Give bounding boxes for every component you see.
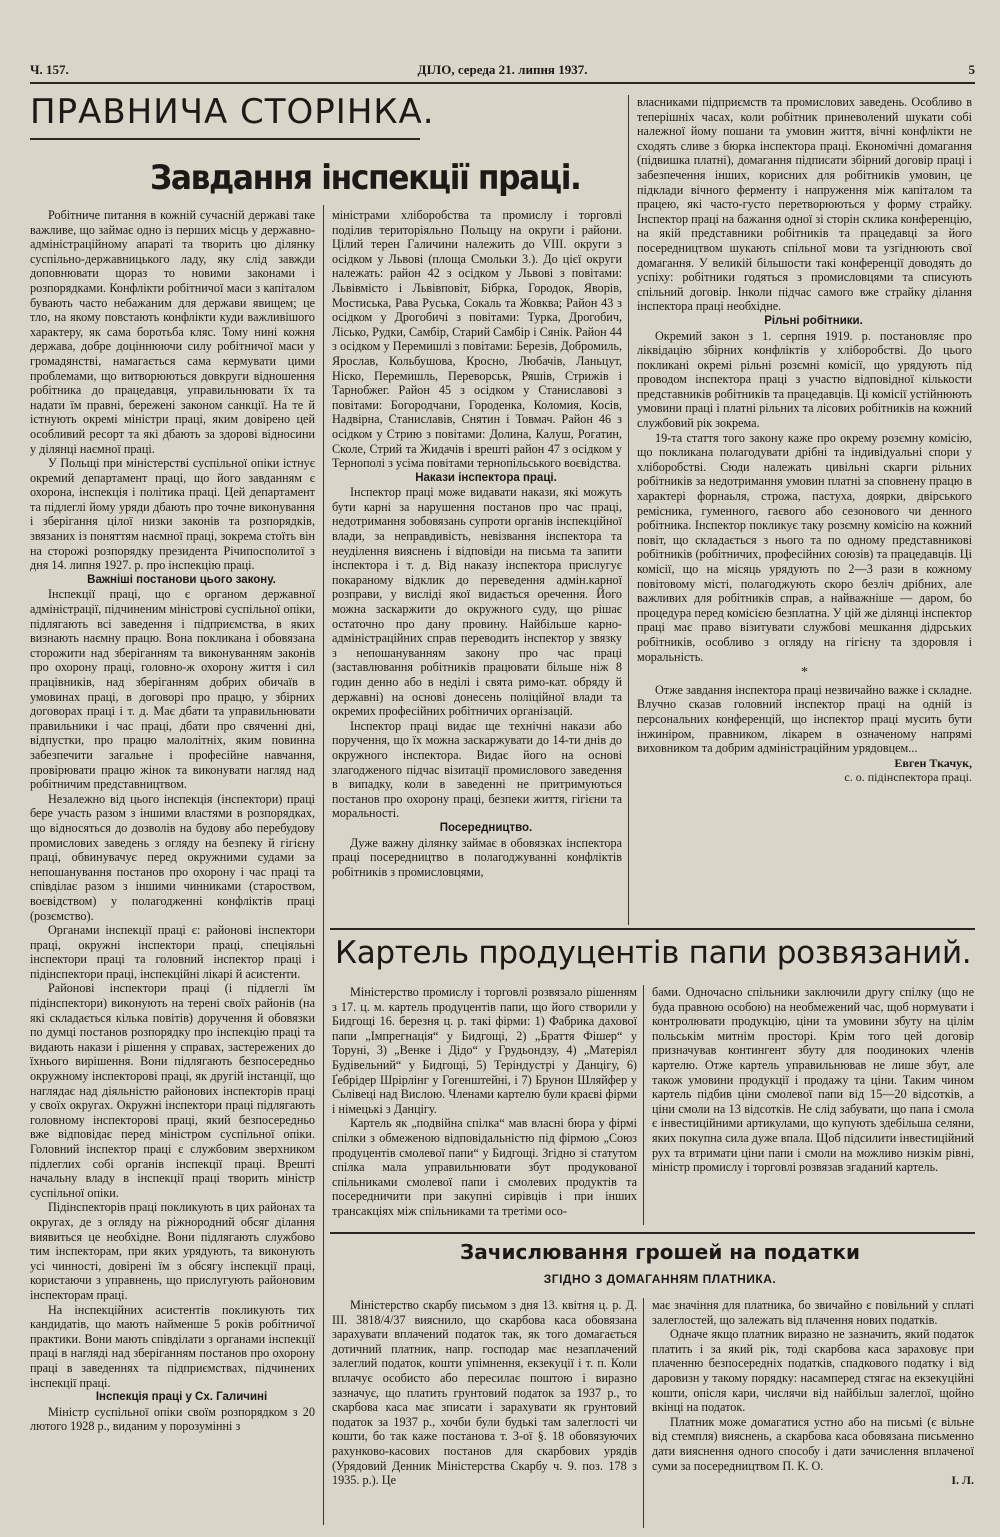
paragraph: Міністерство промислу і торговлі розвязало рішенням з 17. ц. м. картель продуцентів папи, що його створили у Бидгощі 16. березня ц. р. такі фірми: 1) Фабрика дахової папи „Імпрегнація“ у Бидгощі, 2) „Браття Фішер“ у Торуні, 3) „Венке і Дідо“ у Грудьондзу, 4) „Матеріял Будівельний“ у Бидгощі, 5) Теріндустрі у Данцігу, 6) Ґебрідер Шрірлінг у Гогенштейні, і 7) Брунон Шляйфер у Сьлівеці над Вислою. Членами картелю були краєві фірми і німецькі з Данцігу. [332, 985, 637, 1116]
paragraph: міністрами хліборобства та промислу і торговлі поділив територіяльно Польщу на округи і райони. Цілий терен Галичини належить до VIII. округи з осідком у Львові (площа Смольки 3.). До цієї округи належать: район 42 з осідком у Львові з повітами: Львівмісто і Львівповіт, Бібрка, Городок, Яворів, Мостиська, Рава Руська, Сокаль та Жовква; Район 43 з осідком у Дрогобичі з повітами: Турка, Дрогобич, Лісько, Рудки, Самбір, Старий Самбір і Сянік. Район 44 з осідком у Перемишлі з повітами: Березів, Добромиль, Ярослав, Кольбушова, Кросно, Любачів, Ланьцут, Ніско, Перемишль, Переворськ, Ряшів, Стрижів і Тарнобжег. Район 45 з осідком у Станиславові з повітами: Богородчани, Городенка, Коломия, Косів, Надвірна, Станиславів, Снятин і Товмач. Район 46 з осідком у Стрию з повітами: Долина, Калуш, Рогатин, Сколе, Стрий та Жидачів і врешті район 47 з осідком у Тернополі з усіма повітами тернопільського воєвідства. [332, 208, 622, 471]
paragraph: На інспекційних асистентів покликують тих кандидатів, що мають найменше 5 років робітничої практики. Вони мають співділати з органами інспекції праці в нагляді над зберіганням постанов про охорону праці в заведеннях та підприємствах, підчинених інспекції праці. [30, 1302, 315, 1390]
paragraph: Платник може домагатися устно або на письмі (є вільне від стемпля) вияснень, а скарбова каса обовязана письменно дати вияснення одного способу і дати зачислення вплаченої суми за посередництвом П. К. О. [652, 1414, 974, 1473]
article2-column-right [652, 985, 974, 1225]
paragraph: Районові інспектори праці (і підлеглі їм підінспектори) виконують на терені своїх районів (на які складається кілька повітів) доручення й обовязки по думці постанов розпорядку про інспекцію праці та видають накази і рішення у справах, застережених до їхнього вирішення. Вони підлягають безпосередньо окружному інспекторові праці, як другій інстанції, що наглядає над діяльністю районових інспекторів праці у своїх округах. Окружні інспектори праці підлягають головному інспекторові праці, який безпосередньо вже відповідає перед міністром суспільної опіки. Головний інспектор праці є службовим зверхником підлеглих собі органів інспекції праці. Врешті начальну владу в інспекції праці творить міністр суспільної опіки. [30, 981, 315, 1200]
article1-column1 [30, 208, 315, 1528]
subheading: Посередництво. [439, 821, 533, 834]
paragraph: Інспектор праці може видавати накази, які можуть бути карні за нарушення постанов про час праці, недотримання зобовязань супроти органів інспекційної влади, за неправдивість, невізвання інспектора та неуділення вияснень і відповіди на письма та запити інспектора і т. д. Від наказу інспектора прислугує покараному відклик до переведення адмін.карної розправи, у висліді якої видається оречення. Його можна заскаржити до окружного суду, що рішає остаточно про дану провину. Найбільше карно-адміністраційних справ переводить інспектор у звязку з непошануванням закону про час праці (заставлювання робітників працювати більше ніж 8 годин денно або в неділі і свята римо-кат. обряду й державні) на основі донесень поліційної влади та окремих професійних робітничих організацій. [332, 485, 622, 719]
column-divider [323, 205, 324, 1525]
article-separator [330, 928, 975, 930]
subheading: Накази інспектора праці. [415, 471, 557, 484]
paragraph: Інспектор праці видає ще технічні накази або поручення, що їх можна заскаржувати до 14-ти днів до окружного інспектора. Видає його на основі злагодженого підчас візитації промислового заведення в випадку, коли в заведенні не притримуються постанов про охорону праці, безпеки життя, гігієни та моральності. [332, 718, 622, 821]
paragraph: Підінспекторів праці покликують в цих районах та округах, де з огляду на ріжнородний обсяг ділання виявиться це необхідне. Вони підлягають службово тим інспекторам, при яких урядують, та виконують усі чинності, довірені їм з обсягу інспекції праці, користаючи з управнень, що прислугують районовим інспекторам праці. [30, 1200, 315, 1302]
paragraph: У Польщі при міністерстві суспільної опіки істнує окремий департамент праці, що його завданням є охорона, інспекція і політика праці. Цей департамент та підлеглі йому уряди дбають про точне виконування і зберігання цілої низки законів та розпорядків, звязаних із поняттям наємної праці, зокрема стоїть він на сторожі розпорядку президента Річипосполитої з дня 14. липня 1927. р. про інспекцію праці. [30, 456, 315, 573]
article3-column-right [652, 1298, 974, 1530]
paragraph: Картель як „подвійна спілка“ мав власні бюра у фірмі спілки з обмеженою відповідальністю під фірмою „Союз продуцентів смолевої папи“ у Бидгощі. Згідно зі статутом спілка мала управильнювати збут продукованої спільниками смолевої папи і смолевих продуктів та посередничити при закупні сирівців і при інших трансакціях між спільниками та третіми осо- [332, 1116, 637, 1218]
paragraph: Одначе якщо платник виразно не зазначить, який податок платить і за який рік, тоді скарбова каса зараховує при плаченню безпосередніх податків, спадкового податку і від даровизн у такому порядку: насамперед стягає на екзекуційні кошти, опісля кари, числячи від найбільш залеглої, щойно вкінці на податок. [652, 1327, 974, 1415]
issue-number: Ч. 157. [30, 62, 69, 77]
article1-column3 [637, 95, 972, 930]
paragraph: 19-та стаття того закону каже про окрему розємну комісію, що покликана полагодувати дрібні та індивідуальні спори у хліборобстві. Сюди належать цивільні скарги рільних робітників за недотримання умовин платні за сповнену працю в характері форнаьля, строжа, пастуха, доярки, двірського ремісника, гуменного, гаєвого або сезонового чи денного робітника. Інспектор покликує таку розємну комісію на кожний повіт, що складається з нього та по одному представникові робітників (робітничих, професійних союзів) та працедавців. Ці комісії, що на місяць урядують по 2—3 рази в кожному повітовому місті, полагоджують скоро безліч дрібних, але важливих для робітників справ, а найважніше — даром, бо процедура перед комісією безплатна. У цій же ділянці інспектор праці має право візитувати службові мешкання дідрських робітників, особливо з огляду на гігієну та здоровля і моральність. [637, 430, 972, 664]
page-header [30, 60, 975, 84]
paragraph: Міністерство скарбу письмом з дня 13. квітня ц. р. Д. III. 3818/4/37 вияснило, що скарбова каса обовязана зарахувати вплачений податок так, як того домагається дотичний платник, напр. господар має незаплачений залеглий податок, кошти упімнення, екзекуції і т. п. Коли вплачує особисто або пересилає поштою і виразно зазначує, що платить грунтовий податок за 1937 р., то скарбова каса має зписати і зарахувати як грунтовий податок за 1937 р., хочби були будькі там залеглості чи кошти, бо так каже постанова т. 3-ої §. 18 обовязуючих рахунково-касових постанов для скарбових урядів (Урядовий Денник Міністерства Скарбу ч. 9. поз. 178 з 1935. р.). Це [332, 1298, 637, 1488]
separator-asterisk: * [801, 665, 808, 681]
column-divider [643, 985, 644, 1225]
paragraph: власниками підприємств та промислових заведень. Особливо в теперішніх часах, коли робітник приневолений шукати собі належної йому пошани та умовин життя, вічні конфлікти не сходять сливе з бюрка інспектора праці. Економічні домагання (підвишка платні), домагання підписати збірний договір праці і забезпечення інших, корисних для робітників умовин, це підклади вічного ферменту і напруження між капіталом та працею, які часто-густо перетворюються у форму страйку. Інспектор праці на бажання одної зі сторін склика конференцію, на якій представники робітників та працедавці за його посередництвом шукають спільної мови та узгіднюють свої домагання. У великій більшости такі конференції доводять до успіху: робітники годяться з промисловцями та списують спільний договір. Інколи підчас самого вже страйку ділання інспектора праці необхідне. [637, 95, 972, 314]
paragraph: Робітниче питання в кожній сучасній державі таке важливе, що займає одно із перших місць у державно-адміністраційному апараті та творить цю ділянку суспільно-державницького ладу, яку слід завжди доповнювати щораз то новими законами і розпорядками. Конфлікти робітничої маси з капіталом бувають часто небажаним для держави явищем; це тло, на якому повстають конфлікти куди важливішого характеру, як сама боротьба кляс. Тому нині кожня держава, добре доціннюючи силу робітничої маси у громадянстві, намагається сама кермувати цими проблемами, що витворюються довкруги відношення робітника до працедавця, управильнювати їх та надати їм правні, бережені законом санкції. На те й істнують окремі міністри праці, яким довірено цей особливий ресорт та які дбають за здорові відносини у ділянці наємної праці. [30, 208, 315, 456]
article1-column2 [332, 208, 622, 924]
paragraph: Отже завдання інспектора праці незвичайно важке і складне. Влучно сказав головний інспектор праці на одній із персональних конференцій, що інспектор праці мусить бути інжиніром, правником, лікарем в означеному напрямі виховником та добрим адміністраційним урядовцем... [637, 682, 972, 756]
subheading: Інспекція праці у Сх. Галичині [95, 1391, 268, 1404]
article-subtitle-taxes: ЗГІДНО З ДОМАГАННЯМ ПЛАТНИКА. [543, 1272, 777, 1286]
column-divider [628, 95, 629, 925]
article-title-cartel: Картель продуцентів папи розвязаний. [335, 935, 972, 971]
article-title-taxes: Зачислювання грошей на податки [460, 1240, 860, 1264]
paragraph: Дуже важну ділянку займає в обовязках інспектора праці посередництво в полагоджуванні конфліктів робітників з промисловцями, [332, 835, 622, 879]
paragraph: Незалежно від цього інспекція (інспектори) праці бере участь разом з іншими властями в розпорядках, що відносяться до дозволів на будову або перебудову промислових заведень з огляду на безпеку й гігієну праці, обвинувачує перед окружними судами за непошанування постанов про охорону і час праці та співділає разом з іншими чинниками (староством, воєвідством) у полагодженні конфліктів праці (розємство). [30, 791, 315, 923]
article-separator [330, 1232, 975, 1234]
article2-column-left [332, 985, 637, 1225]
article-title-inspection: Завдання інспекції праці. [150, 158, 581, 198]
column-divider [643, 1298, 644, 1528]
section-underline [30, 138, 420, 140]
subheading: Рільні робітники. [764, 314, 863, 327]
author-name: Евген Ткачук, [894, 755, 972, 770]
paragraph: має значіння для платника, бо звичайно є повільний у сплаті залеглостей, що залежать від плачення нових податків. [652, 1298, 974, 1327]
subheading: Важніші постанови цього закону. [87, 573, 276, 586]
author-title: с. о. підінспектора праці. [844, 770, 972, 785]
article-signature: І. Л. [951, 1473, 974, 1488]
paragraph: Органами інспекції праці є: районові інспектори праці, окружні інспектори праці, спеціяльні інспектори праці та головний інспектор праці і підінспектори праці, інспекційні лікарі й асистенти. [30, 923, 315, 981]
paragraph: бами. Одночасно спільники заключили другу спілку (що не буда правною особою) на необмежений час, щоб нормувати і контролювати продукцію, ціни та умовини збуту на цілім польськім митнім просторі. Крім того цей договір призначував контингент збуту для поодиноких членів картелю. Отже картель управильнював не лише збут, але також умовини продукції і продажу та ціни. Таким чином картель підбив ціни смолевої папи від 15—20 відсотків, а ціни смоли на 13 відсотків. Не слід забувати, що папа і смола є інвестиційними артикулами, що купують здебільша селяни, яких покупна сила дуже впала. Щоб підсилити інвестиційний рух та втримати ціни папи і смоли на можливо низкім рівні, міністр промислу і торговлі розвязав згаданий картель. [652, 985, 974, 1175]
newspaper-dateline: ДІЛО, середа 21. липня 1937. [417, 62, 588, 77]
section-title: ПРАВНИЧА СТОРІНКА. [30, 92, 435, 132]
paragraph: Окремий закон з 1. серпня 1919. р. постановляє про ліквідацію збірних конфліктів у хліборобстві. До цього покликані окремі рільні розємні комісії, що урядують під проводом інспектора праці з участю відповідної кількости представників робітників та працедавців. Ці комісії устійнюють умовини праці і платні рільних та лісових робітників на кожний службовий рік зокрема. [637, 328, 972, 431]
paragraph: Інспекції праці, що є органом державної адміністрації, підчиненим міністрові суспільної опіки, підлягають всі заведення і підприємства, в яких визнають наємну працю. Вона покликана і обовязана сторожити над зберіганням та виконуванням законів про охорону праці, головно-ж охорону життя і сил працівників, над зберіганням добрих обичаїв в умовинах праці, в договорі про працю, у збірних договорах праці і т. д. Має дбати та управильнювати правильники і час праці, дбати про свяченні дні, відпустки, про працю малолітніх, яким повинна забезпечити загальне і професійне навчання, провірювати працю жінок та виконувати нагляд над робітничим представництвом. [30, 587, 315, 792]
article3-column-left [332, 1298, 637, 1528]
paragraph: Міністр суспільної опіки своїм розпорядком з 20 лютого 1928 р., виданим у порозумінні з [30, 1404, 315, 1434]
page-number: 5 [968, 62, 975, 77]
